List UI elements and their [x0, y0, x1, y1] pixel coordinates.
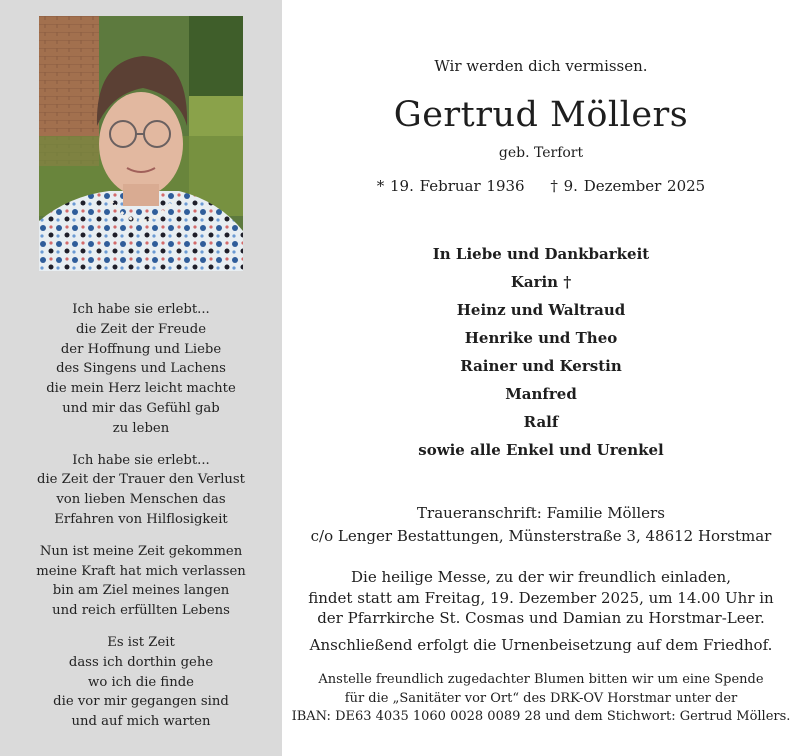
donation-notice: [282, 671, 800, 727]
obituary-main: [282, 0, 800, 756]
poem-stanza: [0, 633, 282, 732]
poem-line: wo ich die finde: [88, 674, 194, 690]
life-dates: [282, 177, 800, 195]
poem-line: und reich erfüllten Lebens: [52, 603, 230, 619]
poem-line: die vor mir gegangen sind: [53, 694, 229, 710]
mourner: Rainer und Kerstin: [460, 357, 622, 375]
poem-stanza: [0, 542, 282, 621]
mass-line: findet statt am Freitag, 19. Dezember 2025, um 14.00 Uhr in: [308, 588, 774, 607]
mourners-list: [282, 240, 800, 464]
poem-line: die mein Herz leicht machte: [46, 381, 236, 397]
mourners-heading: In Liebe und Dankbarkeit: [432, 245, 650, 263]
mourner: Heinz und Waltraud: [456, 301, 626, 319]
burial-line: Anschließend erfolgt die Urnenbeisetzung auf dem Friedhof.: [309, 635, 773, 654]
poem-line: Nun ist meine Zeit gekommen: [39, 543, 243, 559]
portrait-image: [39, 16, 243, 271]
deceased-name: Gertrud Möllers: [393, 95, 689, 135]
poem-line: von lieben Menschen das: [56, 492, 226, 508]
sidebar-panel: [0, 0, 282, 756]
mass-notice: [282, 567, 800, 655]
poem-line: meine Kraft hat mich verlassen: [36, 563, 246, 579]
poem-line: und mir das Gefühl gab: [62, 400, 220, 416]
poem-line: Ich habe sie erlebt...: [72, 452, 210, 468]
poem: [0, 300, 282, 744]
poem-line: des Singens und Lachens: [56, 361, 226, 377]
address-line: Traueranschrift: Familie Möllers: [417, 504, 665, 522]
poem-line: dass ich dorthin gehe: [68, 654, 214, 670]
maiden-name: geb. Terfort: [498, 145, 584, 161]
poem-line: zu leben: [112, 420, 170, 436]
poem-line: Es ist Zeit: [107, 634, 175, 650]
mourner: Manfred: [505, 385, 577, 403]
poem-line: die Zeit der Trauer den Verlust: [37, 472, 245, 488]
address-line: c/o Lenger Bestattungen, Münsterstraße 3, 48612 Horstmar: [310, 527, 772, 545]
donation-line: IBAN: DE63 4035 1060 0028 0089 28 und dem Stichwort: Gertrud Möllers.: [291, 709, 791, 724]
donation-line: Anstelle freundlich zugedachter Blumen bitten wir um eine Spende: [318, 672, 764, 687]
poem-line: der Hoffnung und Liebe: [60, 341, 222, 357]
death-date: † 9. Dezember 2025: [550, 177, 706, 195]
mourning-address: [282, 502, 800, 548]
poem-line: bin am Ziel meines langen: [52, 583, 230, 599]
mourner: Ralf: [523, 413, 559, 431]
mourner: Henrike und Theo: [464, 329, 618, 347]
poem-line: und auf mich warten: [71, 714, 211, 730]
tagline: Wir werden dich vermissen.: [434, 57, 648, 75]
mass-line: der Pfarrkirche St. Cosmas und Damian zu Horstmar-Leer.: [317, 609, 765, 627]
poem-line: die Zeit der Freude: [75, 321, 207, 337]
mass-line: Die heilige Messe, zu der wir freundlich einladen,: [351, 568, 731, 586]
mourner: Karin †: [510, 273, 572, 291]
poem-line: Erfahren von Hilflosigkeit: [54, 511, 228, 527]
poem-line: Ich habe sie erlebt...: [72, 302, 210, 317]
portrait-photo: [39, 16, 243, 271]
donation-line: für die „Sanitäter vor Ort“ des DRK-OV Horstmar unter der: [344, 690, 738, 706]
poem-stanza: [0, 451, 282, 530]
birth-date: * 19. Februar 1936: [376, 177, 525, 195]
mourner: sowie alle Enkel und Urenkel: [418, 441, 664, 459]
poem-stanza: [0, 300, 282, 439]
